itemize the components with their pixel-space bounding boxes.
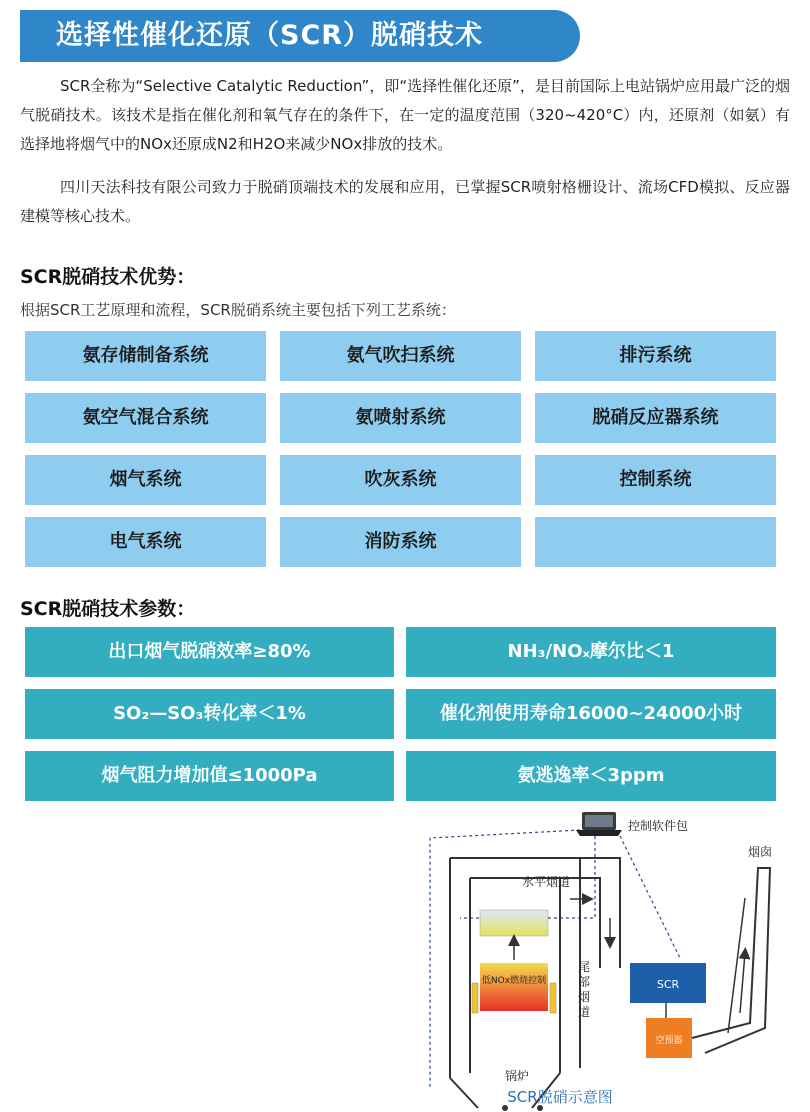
system-cell: 氨气吹扫系统 [280, 331, 521, 381]
chimney-arrow [740, 953, 745, 1013]
chimney [692, 868, 770, 1053]
diagram-caption: SCR脱硝示意图 [507, 1088, 613, 1106]
system-cell: 氨喷射系统 [280, 393, 521, 443]
system-cell: 消防系统 [280, 517, 521, 567]
parameter-cell: SO₂—SO₃转化率＜1% [25, 689, 394, 739]
system-cell: 烟气系统 [25, 455, 266, 505]
parameter-cell: 出口烟气脱硝效率≥80% [25, 627, 394, 677]
advantages-heading: SCR脱硝技术优势： [20, 266, 196, 288]
system-cell: 排污系统 [535, 331, 776, 381]
low-nox-label: 低NOx燃烧控制 [481, 976, 547, 986]
system-cell: 氨空气混合系统 [25, 393, 266, 443]
intro-paragraph-1: SCR全称为“Selective Catalytic Reduction”，即“选择性催化还原”，是目前国际上电站锅炉应用最广泛的烟气脱硝技术。该技术是指在催化剂和氧气存在的条件下，在一定的温度范围（320~420°C）内，还原剂（如氨）有选择地将烟气中的NOx还原成N2和H2O来减少NOx排放的技术。 [20, 77, 790, 153]
parameter-cell: NH₃/NOₓ摩尔比＜1 [406, 627, 776, 677]
boiler-label: 锅炉 [505, 1069, 530, 1083]
burner-left [472, 983, 478, 1013]
chimney-label: 烟囱 [748, 845, 773, 859]
air-preheater-label: 空预器 [655, 1036, 683, 1046]
control-line [430, 830, 580, 1088]
parameter-cell: 催化剂使用寿命16000~24000小时 [406, 689, 776, 739]
system-cell: 控制系统 [535, 455, 776, 505]
parameter-cell: 氨逃逸率＜3ppm [406, 751, 776, 801]
scr-label: SCR [656, 978, 680, 991]
system-cell: 氨存储制备系统 [25, 331, 266, 381]
system-cell: 电气系统 [25, 517, 266, 567]
catalyst-layer [480, 910, 548, 936]
system-cell: 吹灰系统 [280, 455, 521, 505]
system-cell: 脱硝反应器系统 [535, 393, 776, 443]
advantages-intro: 根据SCR工艺原理和流程，SCR脱硝系统主要包括下列工艺系统： [20, 301, 456, 319]
tail-flue-label: 尾 部 烟 道 [578, 960, 591, 1019]
chimney-inner [728, 898, 745, 1033]
parameter-cell: 烟气阻力增加值≤1000Pa [25, 751, 394, 801]
intro-paragraph-2: 四川天法科技有限公司致力于脱硝顶端技术的发展和应用，已掌握SCR喷射格栅设计、流场CFD模拟、反应器建模等核心技术。 [20, 178, 790, 225]
page-title: 选择性催化还原（SCR）脱硝技术 [56, 20, 484, 51]
burner-right [550, 983, 556, 1013]
scr-schematic-diagram [420, 808, 795, 1112]
control-software-label: 控制软件包 [628, 819, 689, 833]
parameters-heading: SCR脱硝技术参数： [20, 598, 196, 620]
laptop-icon [576, 812, 622, 836]
flame-zone [480, 963, 548, 1011]
system-cell-empty [535, 517, 776, 567]
control-line [620, 836, 680, 958]
horizontal-flue-label: 水平烟道 [522, 875, 571, 889]
